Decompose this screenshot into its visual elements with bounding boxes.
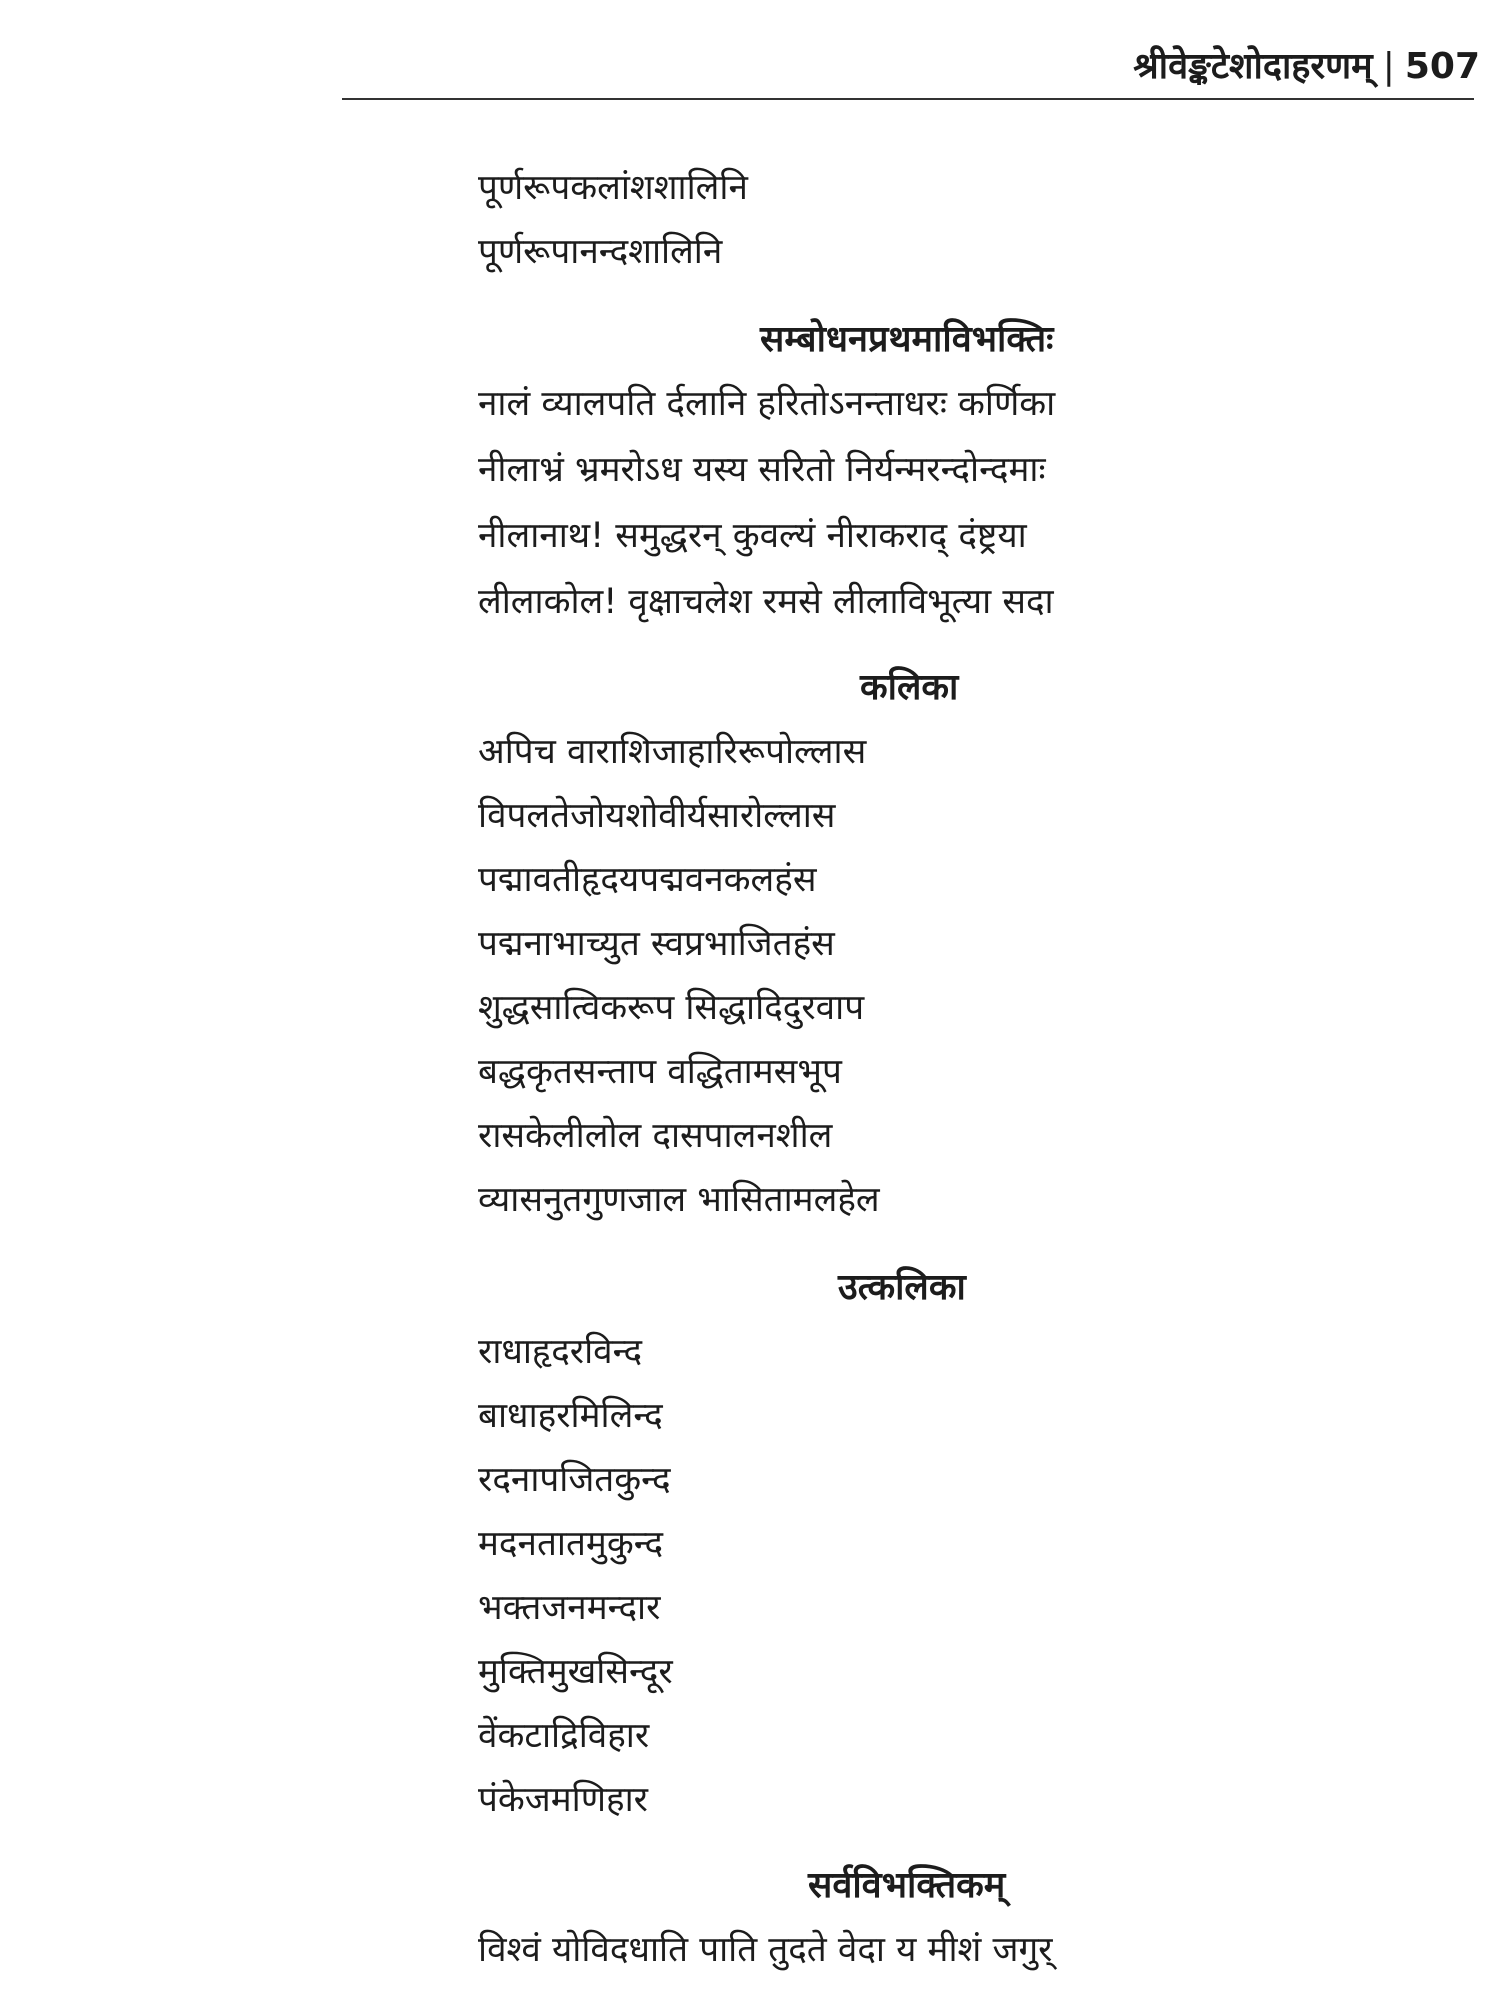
verse-line: व्यासनुतगुणजाल भासितामलहेल: [478, 1180, 880, 1220]
verse-line: भक्तजनमन्दार: [478, 1588, 661, 1628]
section-heading-kalika: कलिका: [860, 667, 959, 708]
section-heading-utkalika: उत्कलिका: [838, 1267, 966, 1308]
verse-line: मदनतातमुकुन्द: [478, 1524, 664, 1564]
verse-line: पद्मावतीहृदयपद्मवनकलहंस: [478, 860, 817, 900]
header-rule: [342, 98, 1474, 100]
page-number: 507: [1404, 46, 1480, 87]
verse-line: शुद्धसात्विकरूप सिद्धादिदुरवाप: [478, 988, 865, 1028]
page-header: [0, 40, 1480, 92]
verse-line: विपलतेजोयशोवीर्यसारोल्लास: [478, 796, 836, 836]
section-heading-sambodhana: सम्बोधनप्रथमाविभक्तिः: [760, 319, 1054, 360]
header-text: [1133, 40, 1480, 89]
section-heading-sarvavibhaktikam: सर्वविभक्तिकम्: [808, 1865, 1006, 1906]
running-title: श्रीवेङ्कटेशोदाहरणम्: [1133, 46, 1373, 87]
verse-line: पद्मनाभाच्युत स्वप्रभाजितहंस: [478, 924, 835, 964]
verse-line: पूर्णरूपानन्दशालिनि: [478, 232, 723, 272]
verse-line: नीलानाथ! समुद्धरन् कुवल्यं नीराकराद् दंष्ट्रया: [478, 516, 1027, 556]
verse-line: राधाहृदरविन्द: [478, 1332, 643, 1372]
header-separator: |: [1382, 46, 1395, 87]
verse-line: बद्धकृतसन्ताप वद्धितामसभूप: [478, 1052, 842, 1092]
verse-line: विश्वं योविदधाति पाति तुदते वेदा य मीशं जगुर्: [478, 1930, 1053, 1970]
verse-line: लीलाकोल! वृक्षाचलेश रमसे लीलाविभूत्या सदा: [478, 582, 1054, 622]
verse-line: पंकेजमणिहार: [478, 1780, 648, 1820]
verse-line: नालं व्यालपति र्दलानि हरितोऽनन्ताधरः कर्णिका: [478, 384, 1056, 424]
verse-line: नीलाभ्रं भ्रमरोऽध यस्य सरितो निर्यन्मरन्दोन्दमाः: [478, 450, 1046, 490]
verse-line: पूर्णरूपकलांशशालिनि: [478, 168, 748, 208]
verse-line: रासकेलीलोल दासपालनशील: [478, 1116, 833, 1156]
verse-line: रदनापजितकुन्द: [478, 1460, 671, 1500]
verse-line: बाधाहरमिलिन्द: [478, 1396, 663, 1436]
verse-line: अपिच वाराशिजाहारिरूपोल्लास: [478, 732, 867, 772]
verse-line: वेंकटाद्रिविहार: [478, 1716, 650, 1756]
verse-line: मुक्तिमुखसिन्दूर: [478, 1652, 673, 1692]
